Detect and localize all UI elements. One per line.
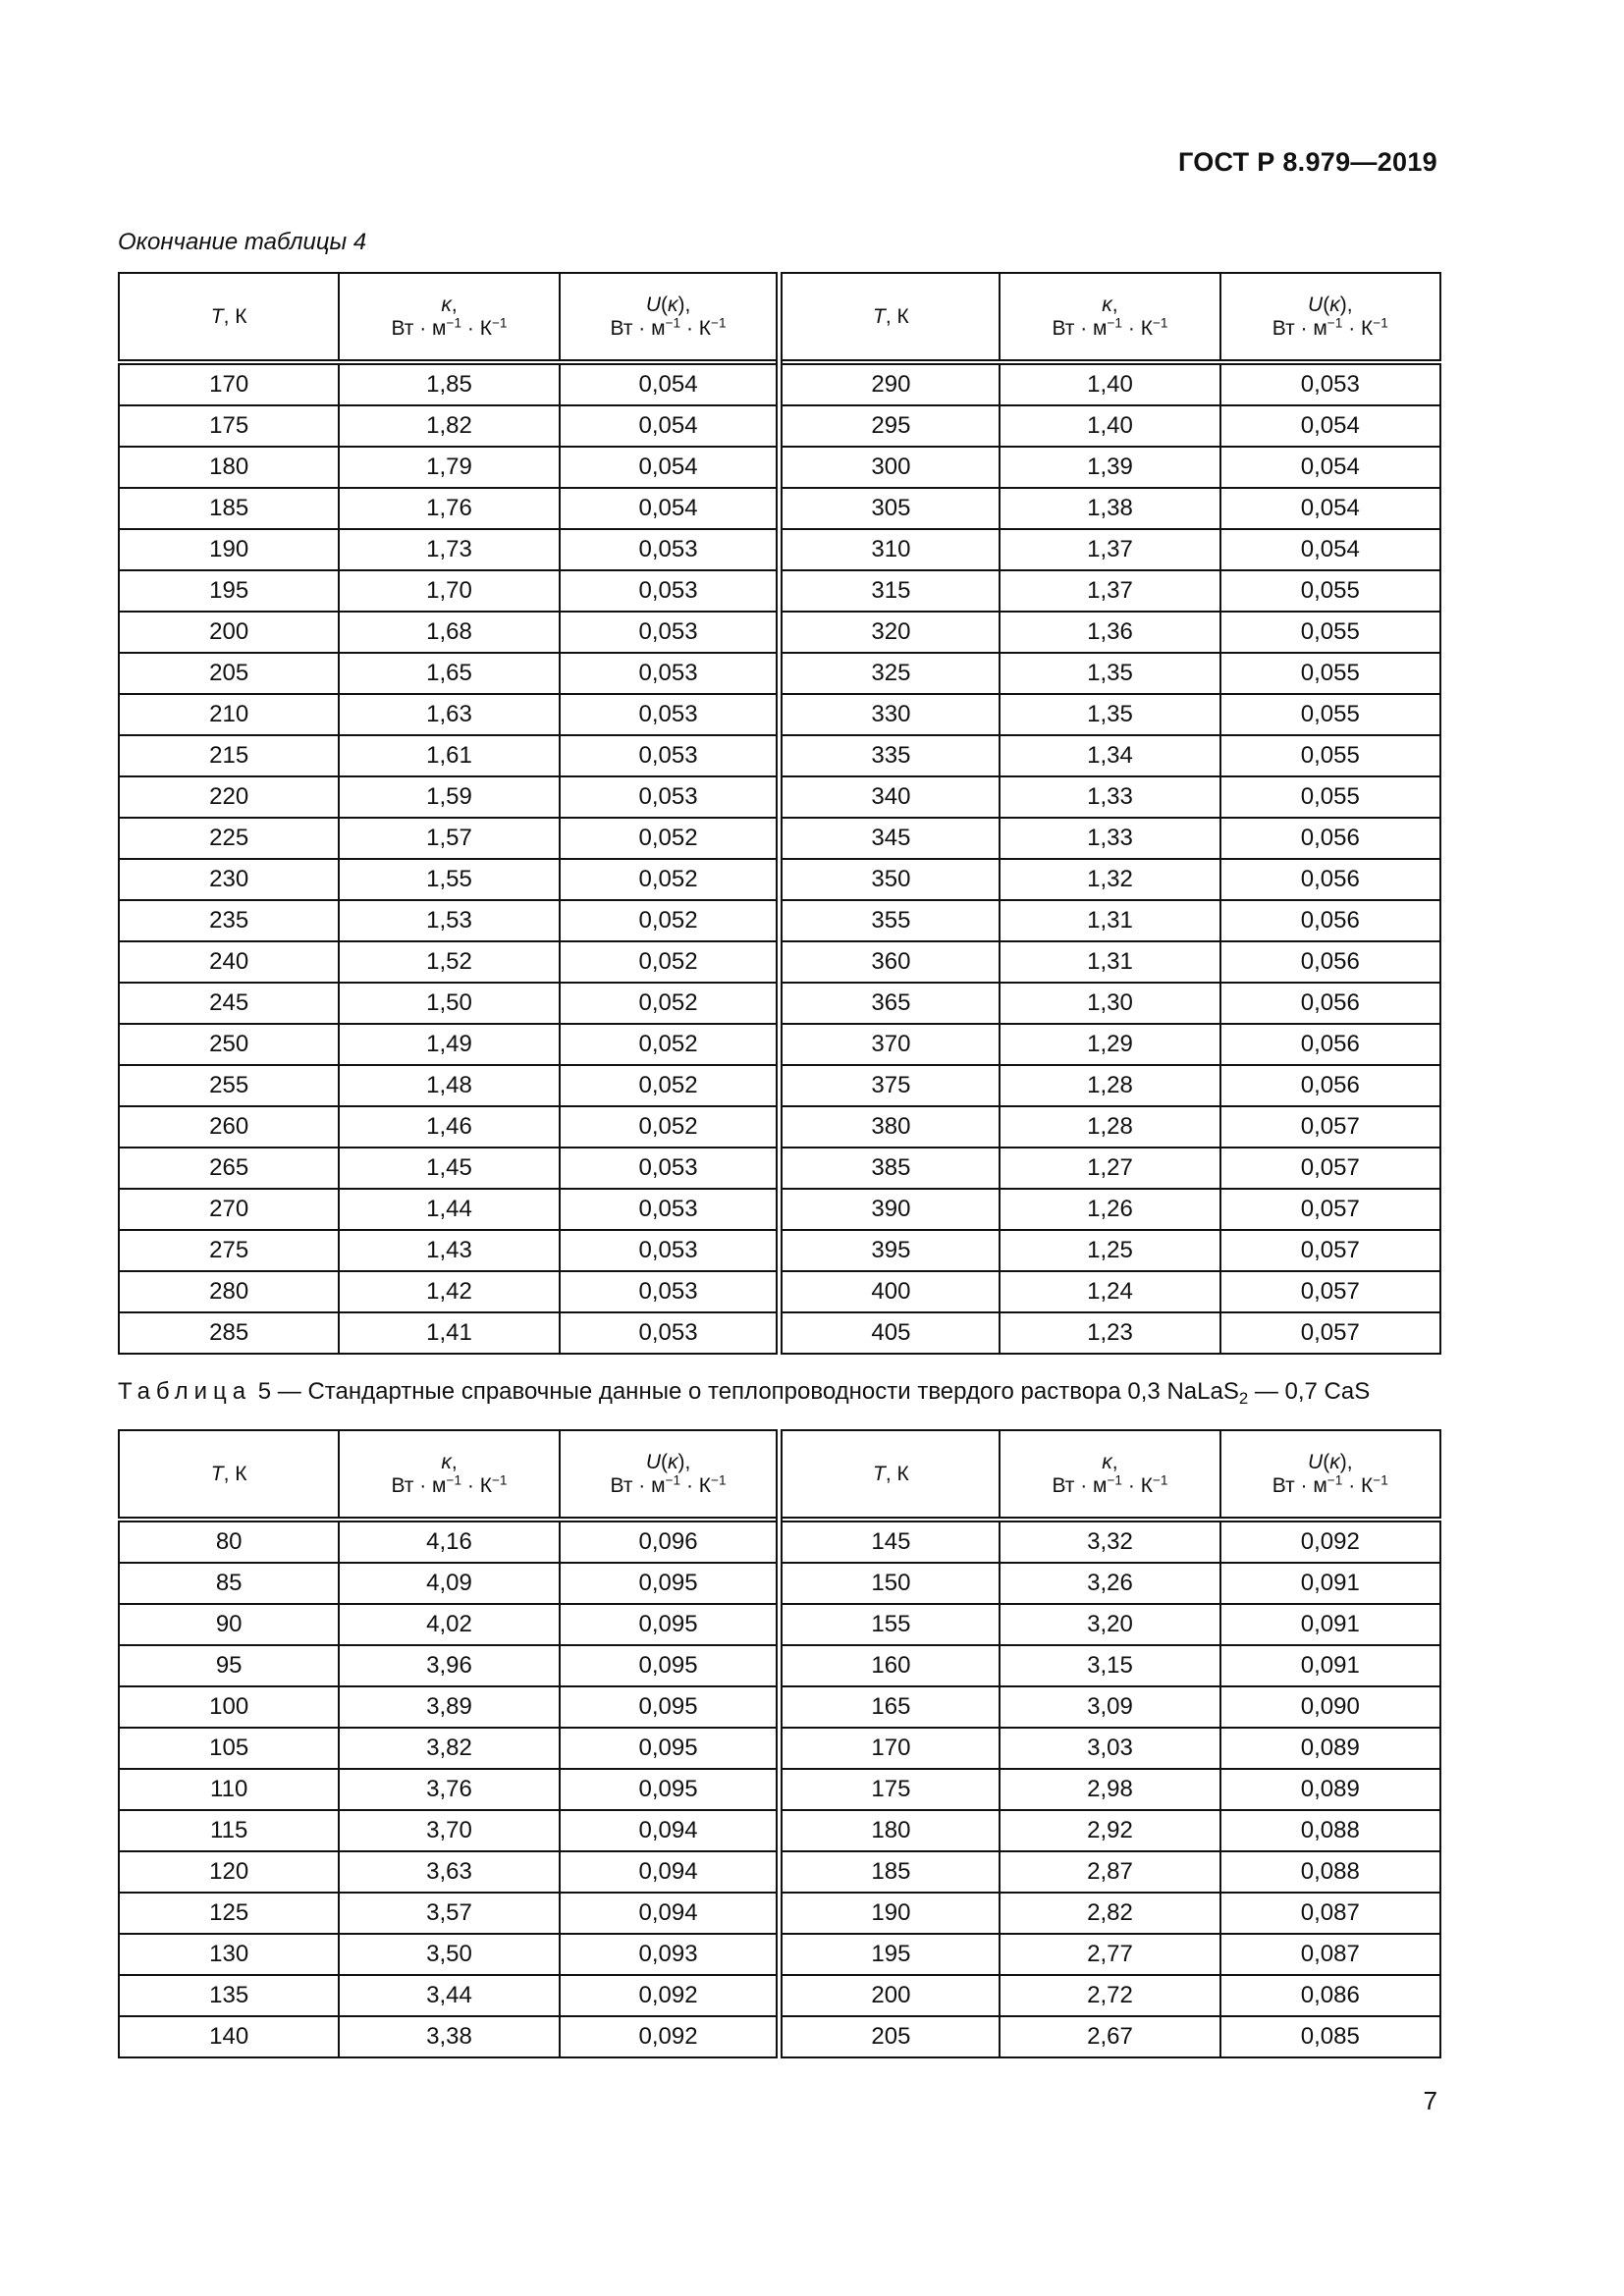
table-row bbox=[119, 1893, 1440, 1934]
table-row bbox=[119, 1686, 1440, 1728]
cell-uncertainty: 0,054 bbox=[560, 362, 780, 405]
cell-conductivity: 1,53 bbox=[339, 900, 559, 941]
table-row bbox=[119, 1065, 1440, 1106]
cell-conductivity: 1,82 bbox=[339, 405, 559, 447]
cell-temperature: 190 bbox=[780, 1893, 1000, 1934]
cell-uncertainty: 0,093 bbox=[560, 1934, 780, 1975]
table-row bbox=[119, 1975, 1440, 2016]
cell-temperature: 370 bbox=[780, 1024, 1000, 1065]
table-4 bbox=[118, 272, 1441, 1355]
cell-conductivity: 1,32 bbox=[1000, 859, 1219, 900]
table-row bbox=[119, 447, 1440, 488]
cell-temperature: 250 bbox=[119, 1024, 339, 1065]
cell-uncertainty: 0,052 bbox=[560, 859, 780, 900]
cell-conductivity: 1,34 bbox=[1000, 735, 1219, 776]
table-row bbox=[119, 941, 1440, 983]
table-row bbox=[119, 735, 1440, 776]
table-row bbox=[119, 570, 1440, 612]
cell-conductivity: 1,30 bbox=[1000, 983, 1219, 1024]
cell-conductivity: 2,72 bbox=[1000, 1975, 1219, 2016]
cell-uncertainty: 0,052 bbox=[560, 818, 780, 859]
cell-uncertainty: 0,087 bbox=[1220, 1934, 1440, 1975]
cell-conductivity: 3,03 bbox=[1000, 1728, 1219, 1769]
cell-temperature: 185 bbox=[780, 1851, 1000, 1893]
table-row bbox=[119, 1934, 1440, 1975]
cell-conductivity: 1,63 bbox=[339, 694, 559, 735]
table-row bbox=[119, 900, 1440, 941]
cell-uncertainty: 0,055 bbox=[1220, 735, 1440, 776]
cell-conductivity: 1,40 bbox=[1000, 362, 1219, 405]
cell-uncertainty: 0,095 bbox=[560, 1728, 780, 1769]
cell-temperature: 195 bbox=[119, 570, 339, 612]
cell-conductivity: 1,25 bbox=[1000, 1230, 1219, 1271]
cell-conductivity: 3,09 bbox=[1000, 1686, 1219, 1728]
cell-conductivity: 1,33 bbox=[1000, 818, 1219, 859]
cell-conductivity: 1,45 bbox=[339, 1148, 559, 1189]
cell-conductivity: 1,55 bbox=[339, 859, 559, 900]
cell-temperature: 205 bbox=[119, 653, 339, 694]
cell-temperature: 135 bbox=[119, 1975, 339, 2016]
cell-temperature: 145 bbox=[780, 1520, 1000, 1563]
cell-temperature: 230 bbox=[119, 859, 339, 900]
header-conductivity: κ, Вт · $м^{-1} \cdot К^{-1}$ bbox=[1000, 273, 1219, 362]
cell-uncertainty: 0,053 bbox=[560, 776, 780, 818]
cell-temperature: 290 bbox=[780, 362, 1000, 405]
cell-temperature: 200 bbox=[780, 1975, 1000, 2016]
header-temperature: T, К bbox=[780, 1430, 1000, 1520]
cell-uncertainty: 0,054 bbox=[1220, 447, 1440, 488]
table-row bbox=[119, 362, 1440, 405]
cell-temperature: 340 bbox=[780, 776, 1000, 818]
cell-conductivity: 1,38 bbox=[1000, 488, 1219, 529]
cell-temperature: 200 bbox=[119, 612, 339, 653]
table-row bbox=[119, 612, 1440, 653]
cell-conductivity: 3,50 bbox=[339, 1934, 559, 1975]
cell-uncertainty: 0,054 bbox=[1220, 529, 1440, 570]
table-5 bbox=[118, 1429, 1441, 2058]
header-conductivity: κ, Вт · $м^{-1} \cdot К^{-1}$ bbox=[339, 273, 559, 362]
cell-temperature: 170 bbox=[119, 362, 339, 405]
cell-uncertainty: 0,095 bbox=[560, 1686, 780, 1728]
cell-temperature: 345 bbox=[780, 818, 1000, 859]
cell-uncertainty: 0,057 bbox=[1220, 1312, 1440, 1354]
cell-temperature: 95 bbox=[119, 1645, 339, 1686]
cell-conductivity: 1,36 bbox=[1000, 612, 1219, 653]
cell-uncertainty: 0,088 bbox=[1220, 1851, 1440, 1893]
cell-conductivity: 2,92 bbox=[1000, 1810, 1219, 1851]
cell-uncertainty: 0,052 bbox=[560, 1024, 780, 1065]
cell-temperature: 195 bbox=[780, 1934, 1000, 1975]
table-row bbox=[119, 1230, 1440, 1271]
cell-uncertainty: 0,095 bbox=[560, 1769, 780, 1810]
cell-conductivity: 1,24 bbox=[1000, 1271, 1219, 1312]
table-row bbox=[119, 1312, 1440, 1354]
cell-uncertainty: 0,095 bbox=[560, 1645, 780, 1686]
cell-uncertainty: 0,055 bbox=[1220, 570, 1440, 612]
cell-temperature: 375 bbox=[780, 1065, 1000, 1106]
cell-uncertainty: 0,056 bbox=[1220, 900, 1440, 941]
table-row bbox=[119, 405, 1440, 447]
cell-temperature: 355 bbox=[780, 900, 1000, 941]
header-conductivity: κ, Вт · $м^{-1} \cdot К^{-1}$ bbox=[1000, 1430, 1219, 1520]
cell-uncertainty: 0,057 bbox=[1220, 1106, 1440, 1148]
cell-temperature: 305 bbox=[780, 488, 1000, 529]
cell-conductivity: 3,15 bbox=[1000, 1645, 1219, 1686]
cell-temperature: 125 bbox=[119, 1893, 339, 1934]
cell-temperature: 205 bbox=[780, 2016, 1000, 2057]
table-row bbox=[119, 1851, 1440, 1893]
table5-caption: Таблица 5 — Стандартные справочные данные о теплопроводности твердого раствора 0,3 NaLaS$_2$ — 0,7 CaS bbox=[118, 1378, 1371, 1409]
cell-temperature: 360 bbox=[780, 941, 1000, 983]
header-temperature: T, К bbox=[780, 273, 1000, 362]
cell-temperature: 180 bbox=[119, 447, 339, 488]
cell-conductivity: 1,37 bbox=[1000, 570, 1219, 612]
table-row bbox=[119, 1106, 1440, 1148]
cell-conductivity: 1,52 bbox=[339, 941, 559, 983]
cell-conductivity: 1,44 bbox=[339, 1189, 559, 1230]
cell-temperature: 380 bbox=[780, 1106, 1000, 1148]
table-row bbox=[119, 2016, 1440, 2057]
table-row bbox=[119, 694, 1440, 735]
cell-uncertainty: 0,053 bbox=[560, 735, 780, 776]
cell-temperature: 385 bbox=[780, 1148, 1000, 1189]
header-temperature: T, К bbox=[119, 273, 339, 362]
table-row bbox=[119, 983, 1440, 1024]
header-uncertainty: U(κ), Вт · $м^{-1} \cdot К^{-1}$ bbox=[1220, 273, 1440, 362]
cell-temperature: 365 bbox=[780, 983, 1000, 1024]
cell-temperature: 270 bbox=[119, 1189, 339, 1230]
cell-conductivity: 1,68 bbox=[339, 612, 559, 653]
cell-temperature: 185 bbox=[119, 488, 339, 529]
cell-uncertainty: 0,053 bbox=[560, 1148, 780, 1189]
table-header-row bbox=[119, 1430, 1440, 1520]
cell-temperature: 260 bbox=[119, 1106, 339, 1148]
cell-uncertainty: 0,052 bbox=[560, 1065, 780, 1106]
cell-temperature: 170 bbox=[780, 1728, 1000, 1769]
cell-conductivity: 1,23 bbox=[1000, 1312, 1219, 1354]
cell-uncertainty: 0,054 bbox=[1220, 488, 1440, 529]
cell-uncertainty: 0,090 bbox=[1220, 1686, 1440, 1728]
cell-temperature: 315 bbox=[780, 570, 1000, 612]
cell-temperature: 280 bbox=[119, 1271, 339, 1312]
cell-conductivity: 3,20 bbox=[1000, 1604, 1219, 1645]
cell-conductivity: 3,57 bbox=[339, 1893, 559, 1934]
cell-temperature: 275 bbox=[119, 1230, 339, 1271]
table-row bbox=[119, 1520, 1440, 1563]
cell-uncertainty: 0,094 bbox=[560, 1810, 780, 1851]
cell-conductivity: 1,49 bbox=[339, 1024, 559, 1065]
table-row bbox=[119, 529, 1440, 570]
cell-uncertainty: 0,055 bbox=[1220, 653, 1440, 694]
table-row bbox=[119, 776, 1440, 818]
cell-uncertainty: 0,054 bbox=[1220, 405, 1440, 447]
cell-uncertainty: 0,086 bbox=[1220, 1975, 1440, 2016]
table-row bbox=[119, 1728, 1440, 1769]
header-uncertainty: U(κ), Вт · $м^{-1} \cdot К^{-1}$ bbox=[1220, 1430, 1440, 1520]
cell-conductivity: 1,40 bbox=[1000, 405, 1219, 447]
cell-uncertainty: 0,057 bbox=[1220, 1148, 1440, 1189]
cell-temperature: 160 bbox=[780, 1645, 1000, 1686]
table-row bbox=[119, 818, 1440, 859]
cell-uncertainty: 0,052 bbox=[560, 941, 780, 983]
cell-uncertainty: 0,053 bbox=[560, 1271, 780, 1312]
table-header-row bbox=[119, 273, 1440, 362]
cell-uncertainty: 0,057 bbox=[1220, 1271, 1440, 1312]
cell-uncertainty: 0,056 bbox=[1220, 983, 1440, 1024]
cell-temperature: 285 bbox=[119, 1312, 339, 1354]
cell-uncertainty: 0,092 bbox=[560, 2016, 780, 2057]
cell-uncertainty: 0,094 bbox=[560, 1893, 780, 1934]
cell-uncertainty: 0,053 bbox=[560, 1189, 780, 1230]
cell-temperature: 330 bbox=[780, 694, 1000, 735]
cell-conductivity: 4,16 bbox=[339, 1520, 559, 1563]
header-temperature: T, К bbox=[119, 1430, 339, 1520]
cell-temperature: 225 bbox=[119, 818, 339, 859]
cell-temperature: 215 bbox=[119, 735, 339, 776]
cell-temperature: 190 bbox=[119, 529, 339, 570]
cell-conductivity: 3,26 bbox=[1000, 1563, 1219, 1604]
cell-temperature: 335 bbox=[780, 735, 1000, 776]
table-row bbox=[119, 1769, 1440, 1810]
cell-conductivity: 1,61 bbox=[339, 735, 559, 776]
cell-conductivity: 1,57 bbox=[339, 818, 559, 859]
cell-temperature: 350 bbox=[780, 859, 1000, 900]
cell-conductivity: 3,32 bbox=[1000, 1520, 1219, 1563]
cell-uncertainty: 0,053 bbox=[560, 653, 780, 694]
table-row bbox=[119, 859, 1440, 900]
cell-uncertainty: 0,089 bbox=[1220, 1728, 1440, 1769]
cell-conductivity: 1,28 bbox=[1000, 1065, 1219, 1106]
cell-uncertainty: 0,089 bbox=[1220, 1769, 1440, 1810]
cell-temperature: 130 bbox=[119, 1934, 339, 1975]
cell-uncertainty: 0,092 bbox=[1220, 1520, 1440, 1563]
cell-uncertainty: 0,088 bbox=[1220, 1810, 1440, 1851]
cell-uncertainty: 0,054 bbox=[560, 447, 780, 488]
cell-conductivity: 1,29 bbox=[1000, 1024, 1219, 1065]
cell-conductivity: 1,39 bbox=[1000, 447, 1219, 488]
cell-temperature: 85 bbox=[119, 1563, 339, 1604]
cell-conductivity: 1,41 bbox=[339, 1312, 559, 1354]
cell-conductivity: 2,87 bbox=[1000, 1851, 1219, 1893]
cell-uncertainty: 0,057 bbox=[1220, 1189, 1440, 1230]
cell-uncertainty: 0,094 bbox=[560, 1851, 780, 1893]
cell-uncertainty: 0,053 bbox=[560, 570, 780, 612]
cell-temperature: 310 bbox=[780, 529, 1000, 570]
cell-conductivity: 2,98 bbox=[1000, 1769, 1219, 1810]
cell-conductivity: 1,46 bbox=[339, 1106, 559, 1148]
cell-temperature: 110 bbox=[119, 1769, 339, 1810]
cell-conductivity: 3,70 bbox=[339, 1810, 559, 1851]
cell-uncertainty: 0,092 bbox=[560, 1975, 780, 2016]
cell-uncertainty: 0,053 bbox=[560, 694, 780, 735]
header-conductivity: κ, Вт · $м^{-1} \cdot К^{-1}$ bbox=[339, 1430, 559, 1520]
cell-temperature: 175 bbox=[119, 405, 339, 447]
cell-conductivity: 1,59 bbox=[339, 776, 559, 818]
cell-uncertainty: 0,054 bbox=[560, 405, 780, 447]
cell-uncertainty: 0,096 bbox=[560, 1520, 780, 1563]
cell-conductivity: 1,33 bbox=[1000, 776, 1219, 818]
cell-uncertainty: 0,053 bbox=[560, 1230, 780, 1271]
cell-conductivity: 1,43 bbox=[339, 1230, 559, 1271]
table-row bbox=[119, 1024, 1440, 1065]
cell-temperature: 255 bbox=[119, 1065, 339, 1106]
cell-uncertainty: 0,057 bbox=[1220, 1230, 1440, 1271]
table-row bbox=[119, 1189, 1440, 1230]
cell-conductivity: 1,26 bbox=[1000, 1189, 1219, 1230]
cell-conductivity: 1,27 bbox=[1000, 1148, 1219, 1189]
cell-uncertainty: 0,056 bbox=[1220, 818, 1440, 859]
cell-temperature: 240 bbox=[119, 941, 339, 983]
cell-temperature: 105 bbox=[119, 1728, 339, 1769]
cell-temperature: 80 bbox=[119, 1520, 339, 1563]
cell-conductivity: 3,82 bbox=[339, 1728, 559, 1769]
cell-temperature: 395 bbox=[780, 1230, 1000, 1271]
cell-conductivity: 1,35 bbox=[1000, 653, 1219, 694]
table-row bbox=[119, 1645, 1440, 1686]
cell-uncertainty: 0,056 bbox=[1220, 941, 1440, 983]
cell-conductivity: 3,63 bbox=[339, 1851, 559, 1893]
cell-conductivity: 4,09 bbox=[339, 1563, 559, 1604]
cell-temperature: 180 bbox=[780, 1810, 1000, 1851]
cell-conductivity: 2,67 bbox=[1000, 2016, 1219, 2057]
cell-conductivity: 1,37 bbox=[1000, 529, 1219, 570]
cell-conductivity: 1,79 bbox=[339, 447, 559, 488]
cell-temperature: 220 bbox=[119, 776, 339, 818]
cell-temperature: 405 bbox=[780, 1312, 1000, 1354]
table-row bbox=[119, 1810, 1440, 1851]
cell-conductivity: 1,85 bbox=[339, 362, 559, 405]
cell-temperature: 320 bbox=[780, 612, 1000, 653]
cell-conductivity: 1,50 bbox=[339, 983, 559, 1024]
table-row bbox=[119, 1604, 1440, 1645]
cell-conductivity: 3,89 bbox=[339, 1686, 559, 1728]
cell-temperature: 140 bbox=[119, 2016, 339, 2057]
cell-conductivity: 2,77 bbox=[1000, 1934, 1219, 1975]
page-number: 7 bbox=[1423, 2086, 1437, 2115]
table-row bbox=[119, 1563, 1440, 1604]
cell-conductivity: 3,38 bbox=[339, 2016, 559, 2057]
cell-uncertainty: 0,052 bbox=[560, 1106, 780, 1148]
table-row bbox=[119, 653, 1440, 694]
cell-uncertainty: 0,091 bbox=[1220, 1563, 1440, 1604]
cell-conductivity: 4,02 bbox=[339, 1604, 559, 1645]
cell-uncertainty: 0,053 bbox=[1220, 362, 1440, 405]
cell-uncertainty: 0,087 bbox=[1220, 1893, 1440, 1934]
cell-uncertainty: 0,056 bbox=[1220, 1065, 1440, 1106]
cell-uncertainty: 0,052 bbox=[560, 983, 780, 1024]
table4-continuation-caption: Окончание таблицы 4 bbox=[118, 229, 367, 255]
cell-uncertainty: 0,052 bbox=[560, 900, 780, 941]
cell-uncertainty: 0,091 bbox=[1220, 1645, 1440, 1686]
cell-temperature: 90 bbox=[119, 1604, 339, 1645]
cell-temperature: 300 bbox=[780, 447, 1000, 488]
cell-conductivity: 1,31 bbox=[1000, 941, 1219, 983]
cell-uncertainty: 0,095 bbox=[560, 1604, 780, 1645]
cell-temperature: 150 bbox=[780, 1563, 1000, 1604]
cell-conductivity: 3,76 bbox=[339, 1769, 559, 1810]
cell-conductivity: 3,96 bbox=[339, 1645, 559, 1686]
cell-uncertainty: 0,095 bbox=[560, 1563, 780, 1604]
cell-temperature: 325 bbox=[780, 653, 1000, 694]
cell-uncertainty: 0,055 bbox=[1220, 612, 1440, 653]
header-uncertainty: U(κ), Вт · $м^{-1} \cdot К^{-1}$ bbox=[560, 1430, 780, 1520]
cell-uncertainty: 0,085 bbox=[1220, 2016, 1440, 2057]
cell-conductivity: 1,48 bbox=[339, 1065, 559, 1106]
cell-uncertainty: 0,055 bbox=[1220, 776, 1440, 818]
cell-temperature: 390 bbox=[780, 1189, 1000, 1230]
cell-uncertainty: 0,054 bbox=[560, 488, 780, 529]
cell-conductivity: 1,28 bbox=[1000, 1106, 1219, 1148]
cell-conductivity: 1,31 bbox=[1000, 900, 1219, 941]
table-row bbox=[119, 1271, 1440, 1312]
cell-temperature: 400 bbox=[780, 1271, 1000, 1312]
cell-temperature: 295 bbox=[780, 405, 1000, 447]
cell-conductivity: 1,35 bbox=[1000, 694, 1219, 735]
cell-conductivity: 1,42 bbox=[339, 1271, 559, 1312]
cell-conductivity: 1,70 bbox=[339, 570, 559, 612]
table-row bbox=[119, 1148, 1440, 1189]
cell-uncertainty: 0,091 bbox=[1220, 1604, 1440, 1645]
cell-uncertainty: 0,053 bbox=[560, 529, 780, 570]
table-row bbox=[119, 488, 1440, 529]
cell-uncertainty: 0,053 bbox=[560, 1312, 780, 1354]
cell-conductivity: 3,44 bbox=[339, 1975, 559, 2016]
cell-temperature: 210 bbox=[119, 694, 339, 735]
header-uncertainty: U(κ), Вт · $м^{-1} \cdot К^{-1}$ bbox=[560, 273, 780, 362]
cell-temperature: 115 bbox=[119, 1810, 339, 1851]
cell-uncertainty: 0,056 bbox=[1220, 859, 1440, 900]
cell-temperature: 120 bbox=[119, 1851, 339, 1893]
cell-temperature: 100 bbox=[119, 1686, 339, 1728]
cell-temperature: 155 bbox=[780, 1604, 1000, 1645]
cell-uncertainty: 0,055 bbox=[1220, 694, 1440, 735]
cell-conductivity: 1,73 bbox=[339, 529, 559, 570]
cell-temperature: 175 bbox=[780, 1769, 1000, 1810]
document-code: ГОСТ Р 8.979—2019 bbox=[1177, 147, 1437, 177]
cell-conductivity: 2,82 bbox=[1000, 1893, 1219, 1934]
cell-uncertainty: 0,056 bbox=[1220, 1024, 1440, 1065]
cell-conductivity: 1,76 bbox=[339, 488, 559, 529]
cell-uncertainty: 0,053 bbox=[560, 612, 780, 653]
cell-temperature: 245 bbox=[119, 983, 339, 1024]
cell-conductivity: 1,65 bbox=[339, 653, 559, 694]
cell-temperature: 235 bbox=[119, 900, 339, 941]
cell-temperature: 265 bbox=[119, 1148, 339, 1189]
cell-temperature: 165 bbox=[780, 1686, 1000, 1728]
